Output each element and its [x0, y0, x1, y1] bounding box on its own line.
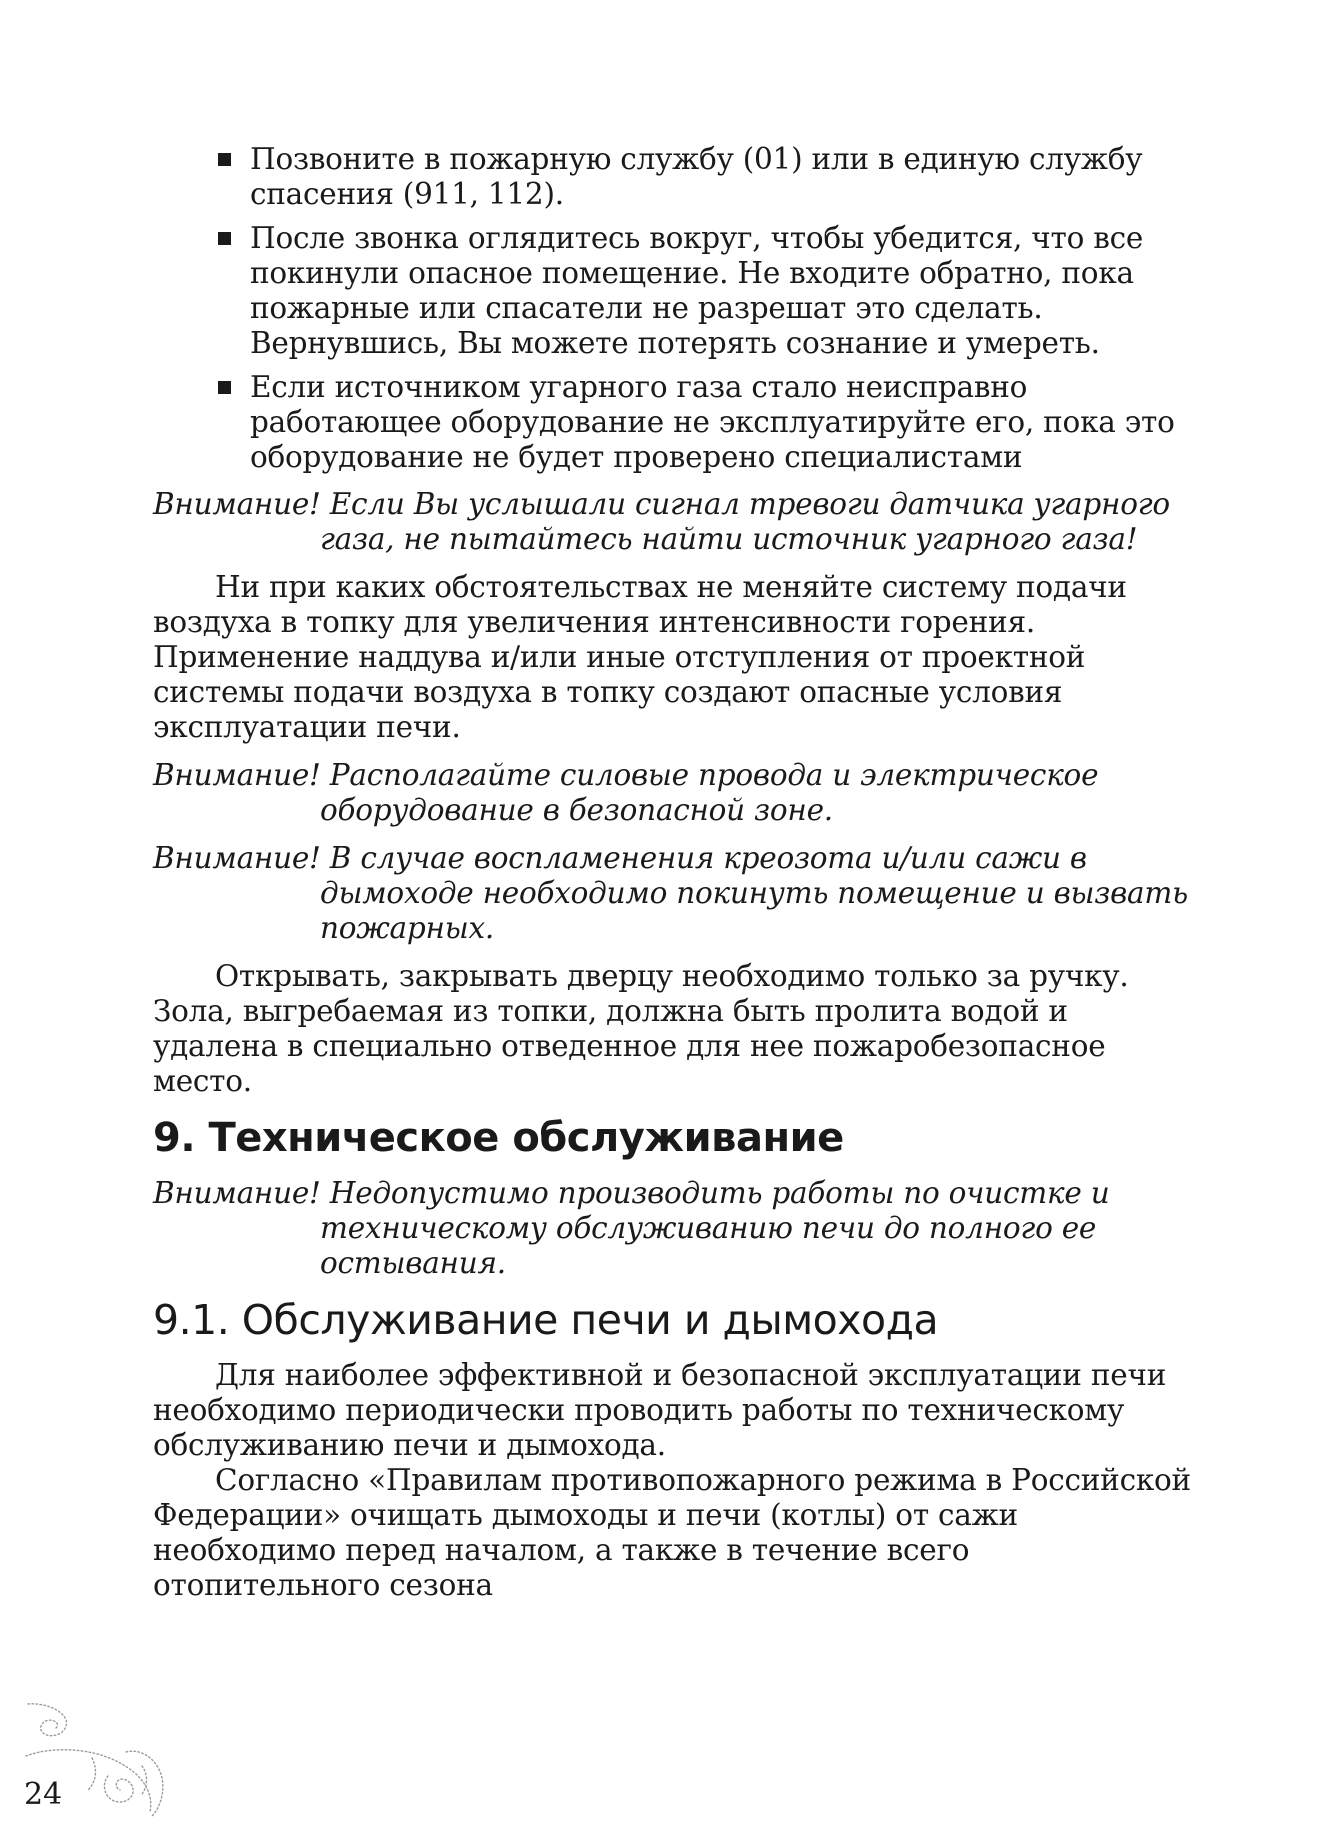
- paragraph: Согласно «Правилам противопожарного режима в Российской Федерации» очищать дымоходы и печи (котлы) от сажи необходимо перед началом, а также в течение всего отопительного сезона: [153, 1463, 1191, 1602]
- page-number: 24: [24, 1777, 63, 1812]
- list-item-text: Если источником угарного газа стало неисправно работающее оборудование не эксплуатируйте его, пока это оборудование не будет проверено специалистами: [250, 370, 1175, 474]
- list-item: [153, 370, 1193, 475]
- safety-bullet-list: [153, 142, 1193, 475]
- section-heading: 9. Техническое обслуживание: [153, 1115, 844, 1161]
- warning-note: Внимание! В случае воспламенения креозота и/или сажи в дымоходе необходимо покинуть помещение и вызвать пожарных.: [153, 841, 1188, 945]
- square-bullet-icon: [218, 153, 231, 166]
- subsection-heading: 9.1. Обслуживание печи и дымохода: [153, 1296, 939, 1344]
- list-item: [153, 142, 1193, 212]
- paragraph: Для наиболее эффективной и безопасной эксплуатации печи необходимо периодически проводить работы по техническому обслуживанию печи и дымохода.: [153, 1358, 1167, 1462]
- list-item: [153, 221, 1193, 361]
- paragraph: Ни при каких обстоятельствах не меняйте систему подачи воздуха в топку для увеличения интенсивности горения. Применение наддува и/или иные отступления от проектной системы подачи воздуха в топку создают опасные условия эксплуатации печи.: [153, 570, 1127, 744]
- warning-note: Внимание! Располагайте силовые провода и электрическое оборудование в безопасной зоне.: [153, 758, 1099, 827]
- warning-note: Внимание! Если Вы услышали сигнал тревоги датчика угарного газа, не пытайтесь найти источник угарного газа!: [153, 487, 1170, 556]
- warning-note: Внимание! Недопустимо производить работы по очистке и техническому обслуживанию печи до полного ее остывания.: [153, 1176, 1110, 1280]
- list-item-text: Позвоните в пожарную службу (01) или в единую службу спасения (911, 112).: [250, 142, 1143, 211]
- page-content: [153, 142, 1193, 1603]
- square-bullet-icon: [218, 232, 231, 245]
- square-bullet-icon: [218, 381, 231, 394]
- paragraph: Открывать, закрывать дверцу необходимо только за ручку. Зола, выгребаемая из топки, должна быть пролита водой и удалена в специально отведенное для нее пожаробезопасное место.: [153, 959, 1129, 1098]
- list-item-text: После звонка оглядитесь вокруг, чтобы убедится, что все покинули опасное помещение. Не входите обратно, пока пожарные или спасатели не разрешат это сделать. Вернувшись, Вы можете потерять сознание и умереть.: [250, 221, 1144, 360]
